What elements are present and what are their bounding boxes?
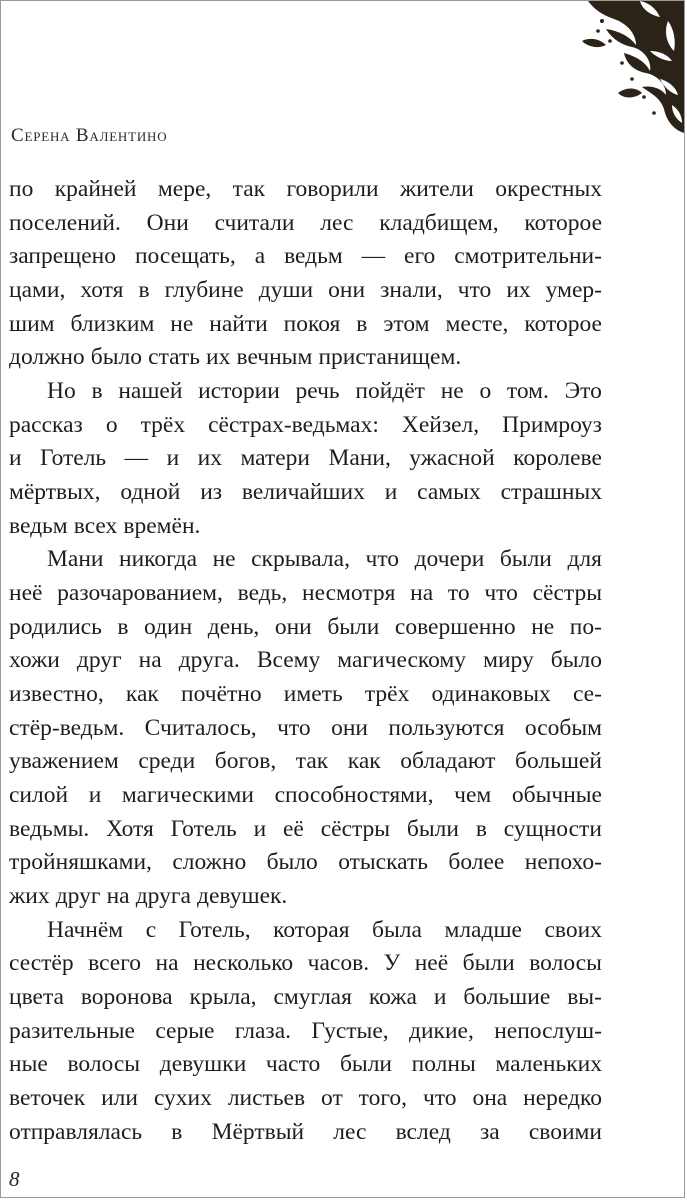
text-line: ные волосы девушки часто были полны маленьких — [9, 1051, 602, 1078]
text-line: рассказ о трёх сёстрах-ведьмах: Хейзел, Примроуз — [9, 411, 602, 438]
paragraph — [9, 543, 602, 913]
text-line: мёртвых, одной из величайших и самых страшных — [9, 479, 602, 506]
text-line: жих друг на друга девушек. — [9, 883, 288, 910]
body-text — [9, 173, 602, 1149]
corner-ornament-icon — [580, 1, 684, 133]
text-line: поселений. Они считали лес кладбищем, которое — [9, 209, 602, 236]
text-line: силой и магическими способностями, чем обычные — [9, 782, 602, 809]
text-line: сестёр всего на несколько часов. У неё были волосы — [9, 950, 602, 977]
text-line: отправлялась в Мёртвый лес вслед за своими — [9, 1118, 602, 1145]
text-line: ведьмы. Хотя Готель и её сёстры были в сущности — [9, 815, 602, 842]
paragraph — [9, 375, 602, 543]
paragraph — [9, 173, 602, 375]
running-head-author: Серена Валентино — [11, 125, 168, 146]
page-number: 8 — [9, 1167, 20, 1191]
text-line: должно было стать их вечным пристанищем. — [9, 344, 462, 371]
text-line: стёр-ведьм. Считалось, что они пользуются особым — [9, 714, 602, 741]
text-line: тройняшками, сложно было отыскать более непохо- — [9, 849, 602, 876]
text-line: Мани никогда не скрывала, что дочери были для — [47, 546, 602, 573]
text-line: Начнём с Готель, которая была младше своих — [47, 916, 602, 943]
text-line: хожи друг на друга. Всему магическому миру было — [9, 647, 602, 674]
text-line: запрещено посещать, а ведьм — его смотрительни- — [9, 243, 602, 270]
text-line: шим близким не найти покоя в этом месте, которое — [9, 310, 602, 337]
text-line: уважением среди богов, так как обладают большей — [9, 748, 602, 775]
text-line: известно, как почётно иметь трёх одинаковых се- — [9, 681, 602, 708]
text-line: ведьм всех времён. — [9, 512, 201, 539]
text-line: разительные серые глаза. Густые, дикие, непослуш- — [9, 1017, 602, 1044]
text-line: Но в нашей истории речь пойдёт не о том. Это — [47, 378, 602, 405]
text-line: неё разочарованием, ведь, несмотря на то что сёстры — [9, 580, 602, 607]
text-line: веточек или сухих листьев от того, что она нередко — [9, 1085, 602, 1112]
text-line: цами, хотя в глубине души они знали, что их умер- — [9, 277, 602, 304]
text-line: цвета воронова крыла, смуглая кожа и большие вы- — [9, 984, 602, 1011]
text-line: и Готель — и их матери Мани, ужасной королеве — [9, 445, 602, 472]
text-line: по крайней мере, так говорили жители окрестных — [9, 176, 602, 202]
text-line: родились в один день, они были совершенно не по- — [9, 613, 602, 640]
paragraph — [9, 914, 602, 1150]
